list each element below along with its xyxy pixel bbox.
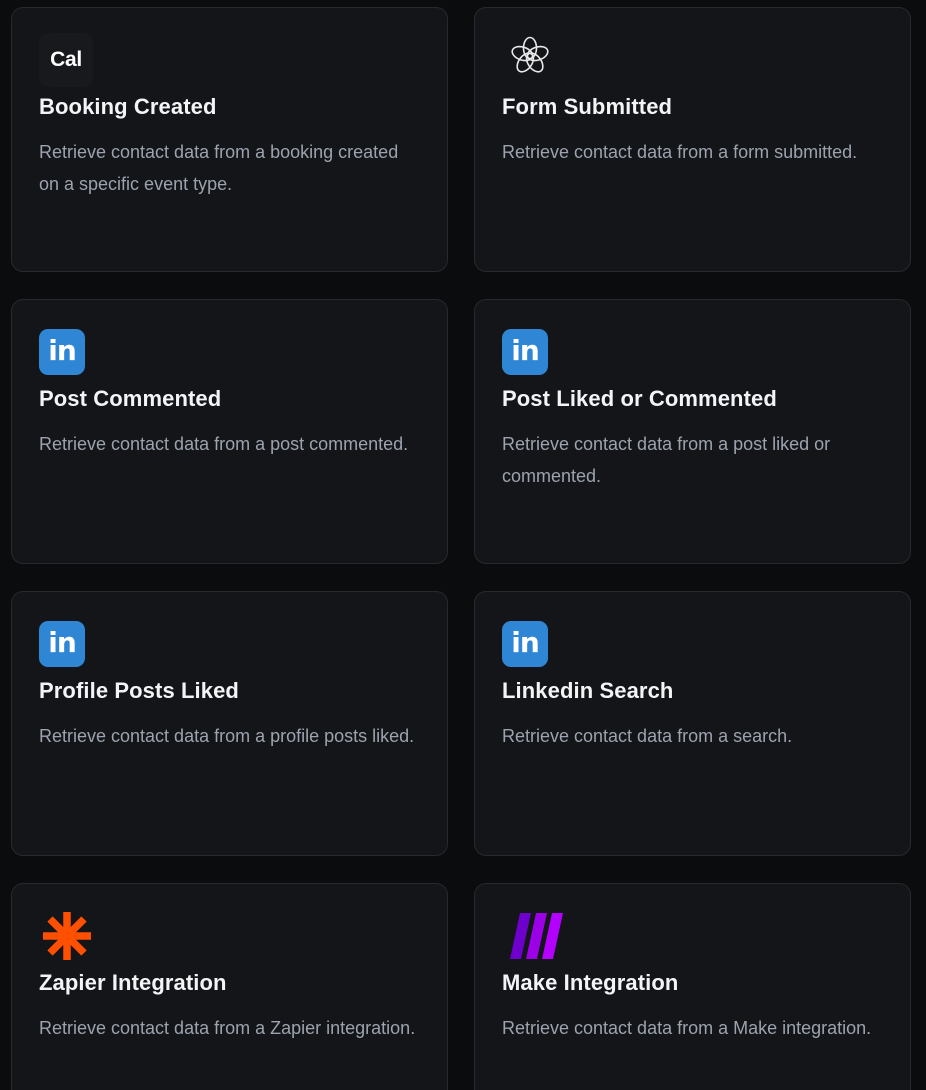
make-icon	[502, 913, 564, 959]
card-icon-slot	[502, 618, 883, 670]
trigger-card-linkedin-search[interactable]	[474, 591, 911, 856]
card-title: Post Liked or Commented	[502, 386, 777, 411]
card-title: Profile Posts Liked	[39, 678, 239, 703]
trigger-card-profile-posts-liked[interactable]	[11, 591, 448, 856]
trigger-card-form-submitted[interactable]	[474, 7, 911, 272]
card-icon-slot	[502, 34, 883, 86]
card-title: Make Integration	[502, 970, 679, 995]
card-title: Booking Created	[39, 94, 217, 119]
card-description: Retrieve contact data from a Zapier integration.	[39, 1018, 416, 1038]
card-description: Retrieve contact data from a search.	[502, 726, 793, 746]
card-description: Retrieve contact data from a post commented.	[39, 434, 409, 454]
trigger-card-make-integration[interactable]	[474, 883, 911, 1090]
linkedin-icon-label: in	[48, 333, 76, 367]
card-description: Retrieve contact data from a form submitted.	[502, 142, 858, 162]
card-description: Retrieve contact data from a booking created on a specific event type.	[39, 142, 399, 194]
card-title: Post Commented	[39, 386, 222, 411]
card-icon-slot	[502, 326, 883, 378]
card-description: Retrieve contact data from a post liked or commented.	[502, 434, 831, 486]
linkedin-icon-label: in	[48, 625, 76, 659]
linkedin-icon	[39, 329, 85, 375]
card-icon-slot	[39, 910, 420, 962]
linkedin-icon	[502, 621, 548, 667]
linkedin-icon-label: in	[511, 333, 539, 367]
card-description: Retrieve contact data from a Make integration.	[502, 1018, 872, 1038]
cal-icon	[39, 33, 93, 87]
card-title: Zapier Integration	[39, 970, 227, 995]
linkedin-icon	[502, 329, 548, 375]
trigger-card-post-commented[interactable]	[11, 299, 448, 564]
trigger-card-post-liked-or-commented[interactable]	[474, 299, 911, 564]
zapier-icon	[39, 908, 95, 964]
flower-icon	[502, 34, 558, 86]
trigger-card-booking-created[interactable]	[11, 7, 448, 272]
card-icon-slot	[39, 326, 420, 378]
trigger-card-zapier-integration[interactable]	[11, 883, 448, 1090]
linkedin-icon	[39, 621, 85, 667]
linkedin-icon-label: in	[511, 625, 539, 659]
card-icon-slot	[502, 910, 883, 962]
card-icon-slot	[39, 34, 420, 86]
card-icon-slot	[39, 618, 420, 670]
card-title: Form Submitted	[502, 94, 673, 119]
cal-icon-label: Cal	[50, 48, 82, 71]
card-description: Retrieve contact data from a profile posts liked.	[39, 726, 415, 746]
card-title: Linkedin Search	[502, 678, 674, 703]
